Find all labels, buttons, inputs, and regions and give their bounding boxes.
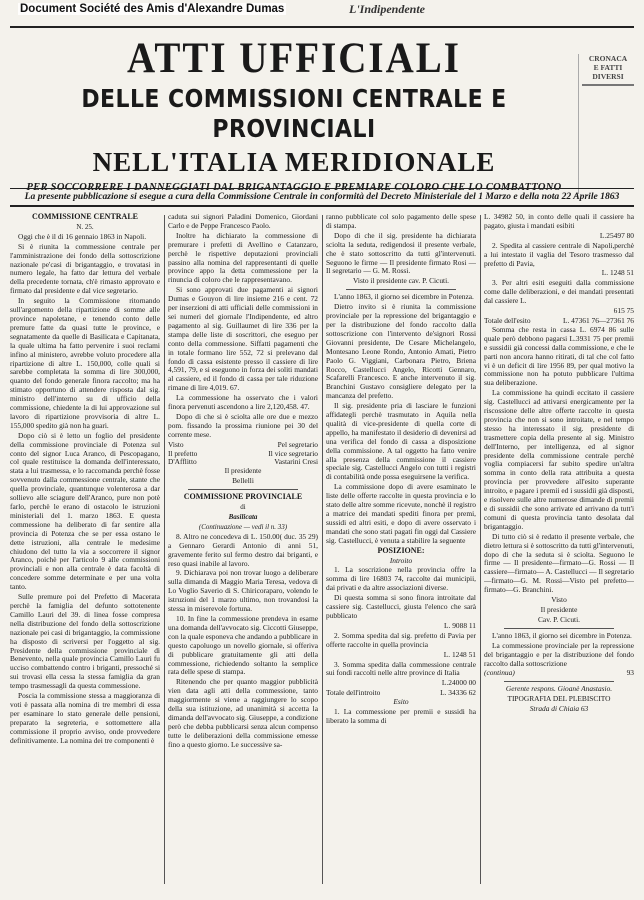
paragraph: Dopo di che si è sciolta alle ore due e mezzo pom. fissando la prossima riunione pei 30 del corrente mese. bbox=[168, 411, 318, 439]
top-rule bbox=[10, 26, 634, 28]
column-divider bbox=[164, 215, 165, 884]
section-rule bbox=[346, 289, 456, 290]
paragraph: Poscia la commissione stessa a maggioranza di voti è passata alla nomina di tre membri di essa per esaminare lo stato generale delle pensioni, preparato la segreteria, e sottomettere alla commissione il proprio avviso, onde provvedere definitivamente. La nomina dei tre componenti è bbox=[10, 691, 160, 745]
paragraph: La commessione provinciale per la repressione del brigantaggio e per la distribuzione del fondo raccolto dalla sottoscrizione bbox=[484, 640, 634, 668]
continua-note: (continua) bbox=[484, 668, 515, 678]
running-head: L'Indipendente bbox=[348, 2, 425, 16]
adjacent-column-scrap bbox=[578, 54, 634, 194]
gerente-line: Gerente respons. Gioanè Anastasio. bbox=[505, 684, 613, 694]
sig-presidente: Il presidente bbox=[224, 466, 262, 476]
sig-visto: Visto bbox=[551, 595, 567, 605]
column-4 bbox=[484, 213, 634, 892]
heading-place: Basilicata bbox=[228, 513, 258, 521]
sig-vice-segretario-name: Vastarini Cresi bbox=[274, 457, 318, 467]
section-heading: COMMISSIONE PROVINCIALE bbox=[183, 492, 303, 502]
total-label: Totale dell'esito bbox=[484, 315, 531, 325]
ledger-line: L. 34982 50, in conto delle quali il cassiere ha pagato, giusta i mandati esibiti bbox=[484, 213, 634, 230]
paragraph: 2. Somma spedita dal sig. prefetto di Pavia per offerte raccolte in quella provincia bbox=[326, 630, 476, 649]
paragraph: 1. La soscrizione nella provincia offre la somma di lire 16803 74, raccolte dai municipii, dai privati e da altre associazioni diverse. bbox=[326, 565, 476, 593]
sig-vice-segretario: Il vice segretario bbox=[268, 448, 318, 458]
masthead-purpose: PER SOCCORRERE I DANNEGGIATI DAL BRIGANTAGGIO E PREMIARE COLORO CHE LO COMBATTONO bbox=[26, 182, 562, 193]
paragraph: Si sono approvati due pagamenti ai signori Dumas e Gouyon di lire insieme 216 e cent. 72 per inserzioni di atti ufficiali delle commissioni in sei numeri del giornale l'Indipendente, ed altro pagamento al sig. Guillaumet di lire 336 per la stampa delle liste di soscrittori, che eseguo per conto della commessione. Siffatti pagamenti che in totale formano lire 552, 72 si prelevano dal fondo di cassa esistente presso il cassiere di lire 4,591, 79, e si eseguono in forza dei soliti mandati al cassiere, ed il fondo di cassa per tale riduzione rimane di lire 4,019. 67. bbox=[168, 285, 318, 393]
amount: 615 75 bbox=[613, 306, 634, 316]
paragraph: 10. In fine la commessione prendeva in esame una domanda dell'avvocato sig. Ciccotti Giuseppe, con la quale esponeva che andando a pubblicare in questo capoluogo un novello giornale, si offeriva di pubblicare gratuitamente gli atti della commessione, richiedendo soltanto la semplice rata delle spese di stampa. bbox=[168, 613, 318, 677]
continuation-note: (Continuazione — vedi il n. 33) bbox=[198, 522, 288, 531]
total-value: L. 34336 62 bbox=[440, 688, 476, 698]
section-number: N. 25. bbox=[76, 222, 94, 231]
paragraph: Il sig. presidente pria di lasciare le funzioni affidategli perchè trasmutato in Aquila nella qualità di vice-presidente di quella corte di appello, ha manifestato il desiderio di devenirsi ad una verifica del fondo di cassa a disposizione della commissione. A tal oggetto ha fatto venire alla presenza della commissione il cassiere speciale sig. Castellucci Angelo con tutti i registri di contabilità onde possa eseguirsene la verifica. bbox=[326, 401, 476, 482]
column-3 bbox=[326, 213, 476, 892]
paragraph: Dopo di che il sig. presidente ha dichiarata sciolta la seduta, redigendosi il presente verbale, che è stato sottoscritto da tutti gl'intervenuti. Seguono le firme — Il presidente firmato Rosi — Il segretario — G. M. Rossi. bbox=[326, 230, 476, 276]
paragraph: L'anno 1863, il giorno sei dicembre in Potenza. bbox=[492, 630, 632, 640]
signature-block bbox=[168, 441, 318, 468]
total-label: Totale dell'introito bbox=[326, 688, 381, 698]
printer-address: Strada di Chiaia 63 bbox=[529, 704, 589, 714]
publication-notice: La presente pubblicazione si esegue a cura della Commissione Centrale in conformità del Decreto Ministeriale del 1 Marzo e della nota 22 Aprile 1863 bbox=[10, 188, 634, 207]
paragraph: ranno pubblicate col solo pagamento delle spese di stampa. bbox=[326, 213, 476, 230]
sig-visto: Visto bbox=[168, 439, 184, 449]
sig-prefetto: Il prefetto bbox=[168, 448, 198, 458]
paragraph: 1. La commessione per premii e sussidi ha liberato la somma di bbox=[326, 707, 476, 725]
scrap-line-2: E FATTI DIVERSI bbox=[592, 63, 624, 81]
paragraph: 8. Altro ne concedeva di L. 150.00( duc. 35 29) a Gennaro Gerardi Antonio di anni 51, gravemente ferito sul fermo destro dai briganti, e reso quasi inabile al lavoro. bbox=[168, 531, 318, 568]
paragraph: Somma che resta in cassa L. 6974 86 sulle quale però debbono pagarsi L.3931 75 per premii e sussidii già concessi dalla commissione, e che le parti non ancora hanno ritirati, di tal che col fatto vi è un deficit di lire 1956 89, per qual motivo la commissione non ha potuto pubblicare l'ultima sua deliberazione. bbox=[484, 324, 634, 388]
paragraph: Si è riunita la commessione centrale per l'amministrazione dei fondo della sottoscrizione nazionale pe'casi di brigantaggio, e trovatasi in numero legale, ha fatto dar lettura del verbale della precedente tornata, ch'è rimasto approvato e firmato dal presidente e dal vice segretario. bbox=[10, 241, 160, 296]
column-divider bbox=[480, 215, 481, 884]
heading-di: di bbox=[240, 503, 246, 512]
printer-name: TIPOGRAFIA DEL PLEBISCITO bbox=[507, 694, 611, 704]
continua-number: 93 bbox=[626, 668, 634, 678]
introito-heading: Introito bbox=[389, 555, 413, 565]
section-rule bbox=[188, 489, 298, 490]
amount: L. 1248 51 bbox=[443, 649, 476, 659]
masthead-region: NELL'ITALIA MERIDIONALE bbox=[92, 147, 496, 177]
paragraph: In seguito la Commissione ritornando sull'argomento della ripartizione di somme alle province napoletane, e tenendo conto delle premure fatte da quasi tutte le province, e segnatamente da quelle di Basilicata e Capitanata, la quale ultima ha fatto pervenire i suoi reclami infino al ministero, avrebbe voluto procedere alla ripartizione di altre L. 150,000, colle quali si sarebbe completata la somma di lire 300,000, quanto del fondo generale finora raccolto; ma ha stimato opportuno di attendere risposta dal sig. ministro dell'interno su di ufficio della commissione, chiedente la di lui approvazione sul lavoro di ripartizione provvisoria di altre L. 155,000 spedito già non ha guari. bbox=[10, 296, 160, 430]
page bbox=[10, 16, 634, 892]
paragraph: La commissione ha quindi eccitato il cassiere sig. Castellucci ad attivarsi energicamente per la riscossione delle altre offerte raccolte in questa provincia che non si sono introitate, e nel tempo stesso ha interessato il sig. presidente di trasmettere copia della presente al sig. Ministro dell'Interno, per intelligenza, ed al signor presidente della commissione centrale perchè voglia compiacersi far subito spedire un'altra somma in conto della rata attribuita a questa provincia per provvedere all'esito superante introito, e pagare i premii ed i sussidii già disposti, e risolvere sulle altre numerose dimande di premii e di sussidii che sono arrivate ed arrivano da tutt'i comuni di questa provincia tanto desolata dal brigantaggio. bbox=[484, 388, 634, 531]
sig-presidente-name: Bellelli bbox=[232, 476, 254, 486]
paragraph: Sulle premure poi del Prefetto di Macerata perchè la famiglia del defunto sottotenente Camillo Lauri del 39. di linea fosse compresa nella distribuzione del fondo della sottoscrizione nazionale pei casi di brigantaggio, la commissione ha disposto di scriversi per l'oggetto al sig. Presidente della commissione provinciale di Benevento, nella quale provincia Camillo Lauri fu ucciso combattendo contro i briganti, pressoché si sui trovasi ella cessa la stessa famiglia da gran tempo trasmessagli da questa commessione. bbox=[10, 592, 160, 691]
ledger-line: 3. Per altri esiti eseguiti dalla commissione come dalle deliberazioni, e dei mandati presentati dal cassiere L. bbox=[484, 278, 634, 306]
article-columns bbox=[10, 209, 634, 892]
section-rule bbox=[504, 628, 614, 629]
position-heading: POSIZIONE: bbox=[377, 545, 425, 555]
paragraph: L'anno 1863, il giorno sei dicembre in Potenza. bbox=[334, 292, 474, 302]
sig-pel-segretario: Pel segretario bbox=[277, 439, 318, 449]
scrap-rule bbox=[582, 84, 634, 86]
column-2 bbox=[168, 213, 318, 892]
paragraph: Dopo ciò si è letto un foglio del presidente della commissione provinciale di Potenza sul conto del signor Luca Aranco, di Pescopagano, col quale restituisce la domanda dell'interessato, stata a lui trasmessa, e lo raccomanda perchè fosse sovvenuto dalla commessione centrale, stante che quella provinciale, quantunque volenterosa a dar sollievo alle sciagure dell'Aranco, pure non potè farlo, perchè le erano di ostacolo le istruzioni ministeriali del 1. marzo 1863. E questa commessione ha deliberato di far sentire alla provincia di Potenza che se per essa ostano le dette istruzioni, alla centrale le medesime chiudono del tutto la via a soccorrere il signor Aranco, poichè per l'articolo 9 alle commissioni provinciali e non alla centrale è data facoltà di concedere somme determinate e per una volta tanto. bbox=[10, 430, 160, 592]
sig-presidente-name: Cav. P. Cicuti. bbox=[537, 614, 581, 624]
scrap-line-1: CRONACA bbox=[588, 54, 628, 63]
paragraph: La commissione dopo di avere esaminato le liste delle offerte raccolte in questa provincia e lo stato delle altre somme ricevute, nonchè il registro a matrice dei mandati spediti finora per premi, sussidi ed altri esiti, e dopo di avere osservato i mandati che sono stati pagati fin oggi dal Cassiere sig. Castellucci, è venuta a stabilire la seguente bbox=[326, 482, 476, 545]
column-divider bbox=[322, 215, 323, 884]
section-heading: COMMISSIONE CENTRALE bbox=[31, 213, 138, 221]
paragraph: Ritenendo che per quanto maggior pubblicità vien data agli atti della commessione, tanto maggiormente si viene a raggiungere lo scopo della sua istituzione, ad unanimità si accetta la dimanda dell'avvocato sig. Giuseppe, a condizione però che debba pubblicarsi senza alcun compenso tutte le deliberazioni della commissione emesse fino a questo giorno. Le successive sa- bbox=[168, 677, 318, 749]
paragraph: Visto il presidente cav. P. Cicuti. bbox=[353, 276, 449, 286]
sig-prefetto-name: D'Afflitto bbox=[168, 457, 197, 467]
amount: L.24000 00 bbox=[441, 678, 476, 688]
ledger-line: 2. Spedita al cassiere centrale di Napoli,perchè a lui intestato il vaglia del Tesoro trasmesso dal prefetto di Pavia, bbox=[484, 240, 634, 268]
continua-row bbox=[484, 669, 634, 678]
section-rule bbox=[504, 681, 614, 682]
masthead-title: ATTI UFFICIALI bbox=[127, 34, 461, 83]
paragraph: Di tutto ciò si è redatto il presente verbale, che dietro lettura si è sottoscritto da tutti gl'intervenuti, dopo di che la seduta si è sciolta. Seguono le firme — Il presidente—firmato—G. Rossi — Il cassiere—firmato— A. Castellucci — Il segretario—firmato—G. M. Rossi—Visto pel prefetto—firmato—G. Branchini. bbox=[484, 531, 634, 595]
amount: L. 9088 11 bbox=[444, 620, 476, 630]
paragraph: 3. Somma spedita dalla commessione centrale sui fondi raccolti nelle altre province di Italia bbox=[326, 659, 476, 678]
paragraph: caduta sui signori Paladini Domenico, Giordani Carlo e de Peppe Francesco Paolo. bbox=[168, 213, 318, 230]
sig-presidente: Il presidente bbox=[540, 604, 578, 614]
total-value: L. 47361 76—27361 76 bbox=[562, 315, 634, 325]
watermark: Document Société des Amis d'Alexandre Dumas bbox=[20, 3, 285, 15]
paragraph: 9. Dichiarava poi non trovar luogo a deliberare sulla dimanda di Maggio Maria Teresa, vedova di Lo Voglio Saverio di S. Chiricoraparo, volendo le istruzioni del 1 marzo ultimo, non trovandosi la stessa in miserevole fortuna. bbox=[168, 568, 318, 614]
paragraph: Inoltre ha dichiarato la commessione di premurare i prefetti di Avellino e Catanzaro, perchè le rispettive deputazioni provinciali passino alla nomina del rappresentanti di quelle province appo la detta commessione per la rinuncia di coloro che le rappresentavano. bbox=[168, 230, 318, 285]
masthead-subtitle: DELLE COMMISSIONI CENTRALE E PROVINCIALI bbox=[81, 84, 507, 143]
paragraph: Dietro invito si è riunita la commissione provinciale per la repressione del brigantaggio e per la distribuzione del fondo raccolto dalla sottoscrizione con l'intervento de'signori Rossi Giovanni presidente, De Cesare Michelangelo, Montesano Leone Rondo, Antonio Amati, Pietro Paolo G. Viggiani, Carbonara Pietro, Briena Rocco, Castellucci Angelo, Ricotti Gennaro, Scafarelli Francesco. E anche intervenuto il sig. Branchini Gustavo consigliere delegato per la mancanza del prefetto. bbox=[326, 302, 476, 401]
column-1 bbox=[10, 213, 160, 892]
paragraph: Di questa somma si sono finora introitate dal cassiere sig. Castellucci, giusta l'elenco che sarà pubblicato bbox=[326, 593, 476, 620]
masthead bbox=[10, 36, 578, 193]
amount: L.25497 80 bbox=[599, 230, 634, 240]
paragraph: Oggi che è il di 16 gennaio 1863 in Napoli. bbox=[18, 231, 147, 241]
paragraph: La commessione ha osservato che i valori finora pervenuti ascendono a lire 2,120,458. 47. bbox=[168, 393, 318, 412]
esito-heading: Esito bbox=[393, 697, 409, 707]
amount: L. 1248 51 bbox=[601, 268, 634, 278]
